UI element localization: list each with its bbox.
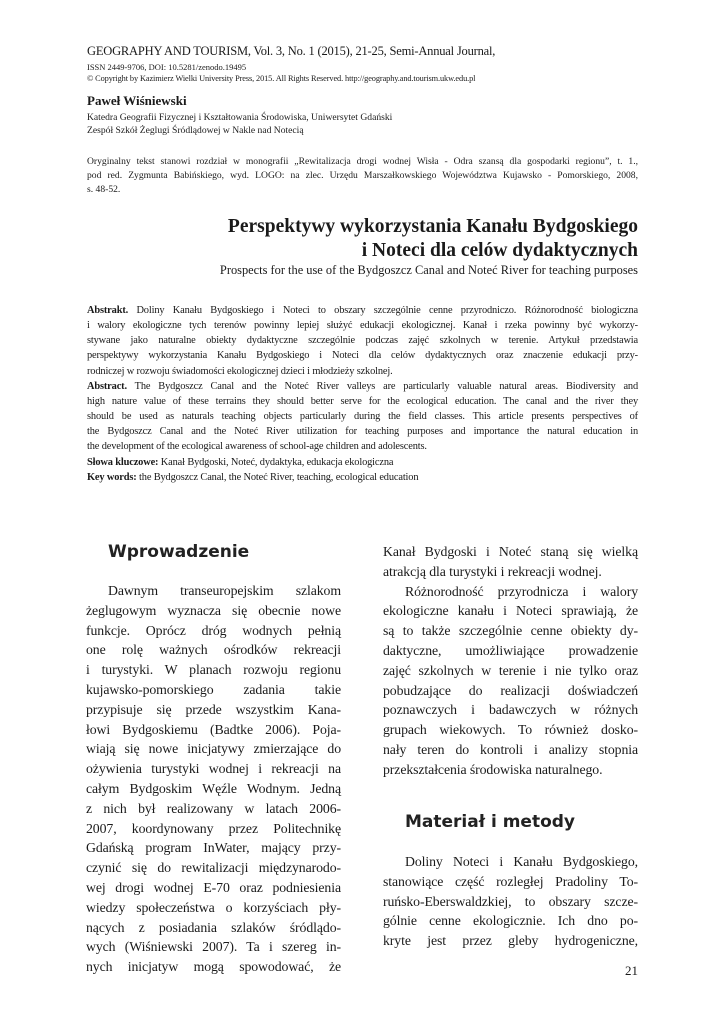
body-line: funkcje. Oprócz dróg wodnych pełnią (86, 622, 341, 638)
abstract-pl-line (87, 303, 638, 318)
author-name: Paweł Wiśniewski (87, 93, 187, 108)
body-line: są to także szczególnie cenne obiekty dy- (383, 623, 638, 639)
original-source-note (87, 155, 638, 197)
page-number: 21 (625, 963, 638, 978)
body-line: Różnorodność przyrodnicza i walory (405, 583, 638, 599)
abstract-en-line (87, 379, 638, 394)
affiliation-2: Zespół Szkół Żeglugi Śródlądowej w Nakle nad Notecią (87, 125, 304, 136)
abstract-pl-line: i walory ekologiczne tych terenów powinny lepiej służyć edukacji ekologicznej. Kanał i rzeka powinny być wykorzy- (87, 320, 638, 332)
body-line: ruńsko-Eberswaldzkiej, to obszary szcze- (383, 893, 638, 909)
body-line: daktyczne, umożliwiające prowadzenie (383, 642, 638, 658)
body-line: 2007, koordynowany przez Politechnikę (86, 820, 341, 836)
abstract-en-line: the Bydgoszcz Canal and the Noteć River utilization for teaching purposes and importance the natural education in (87, 426, 638, 438)
body-line: przekształcenia środowiska naturalnego. (383, 761, 603, 777)
note-line: pod red. Zygmunta Babińskiego, wyd. LOGO: na zlec. Urzędu Marszałkowskiego Województwa Kujawsko - Pomorskiego, 2008, (87, 170, 638, 181)
abstract-en-text: The Bydgoszcz Canal and the Noteć River valleys are particularly valuable natural areas. Biodiversity and (126, 380, 638, 392)
body-line: zajęć szkolnych w terenie i nie tylko oraz (383, 662, 638, 678)
body-line: żeglugowym wyznacza się obecnie nowe (86, 602, 341, 618)
body-line: gólnie cenne ekologicznie. Ich dno po- (383, 913, 638, 929)
keywords-en (87, 470, 638, 485)
body-line: grupach wiekowych. To również dosko- (383, 722, 638, 738)
body-line: atrakcją dla turystyki i rekreacji wodnej. (383, 563, 602, 579)
abstract-pl-line: stywane jako naturalne obiekty dydaktyczne szczególnie podczas zajęć szkolnych w terenie. Artykuł przedstawia (87, 335, 638, 347)
copyright-line: © Copyright by Kazimierz Wielki University Press, 2015. All Rights Reserved. http://geography.and.tourism.ukw.edu.pl (87, 74, 476, 83)
note-line: Oryginalny tekst stanowi rozdział w monografii „Rewitalizacja drogi wodnej Wisła - Odra szansą dla gospodarki regionu”, t. 1., (87, 156, 638, 167)
body-line: czynić się do rewitalizacji międzynarodo- (86, 860, 341, 876)
body-line: pobudzające do realizacji doświadczeń (383, 682, 638, 698)
keywords-pl (87, 455, 638, 470)
abstract-en-label: Abstract. (87, 380, 127, 392)
abstract-pl-label: Abstrakt. (87, 305, 129, 316)
body-line: przypisuje się przede wszystkim Kana- (86, 701, 341, 717)
keywords-pl-label: Słowa kluczowe: (87, 456, 159, 468)
body-line: nących z posiadania szlaków śródlądo- (86, 919, 341, 935)
abstract-pl-line: rodniczej w rozwoju świadomości ekologicznej dzieci i młodzieży szkolnej. (87, 365, 393, 377)
body-line: kryte jest przez gleby hydrogeniczne, (383, 933, 638, 949)
title-line-2: i Noteci dla celów dydaktycznych (361, 240, 638, 261)
body-line: wych (Wiśniewski 2007). Ta i szereg in- (86, 939, 341, 955)
issn-doi-line: ISSN 2449-9706, DOI: 10.5281/zenodo.19495 (87, 62, 247, 72)
right-column-text-section-2 (383, 852, 638, 951)
body-line: nych inicjatyw mogą spowodować, że (86, 959, 341, 975)
affiliation-1: Katedra Geografii Fizycznej i Kształtowania Środowiska, Uniwersytet Gdański (87, 112, 393, 123)
body-line: Gdańską program InWater, mający przy- (86, 840, 341, 856)
note-line: s. 48-52. (87, 184, 121, 195)
body-line: z nich był realizowany w latach 2006- (86, 800, 341, 816)
body-line: całym Bydgoskim Węźle Wodnym. Jedną (86, 780, 341, 796)
section-heading-material-and-methods: Materiał i metody (405, 812, 575, 832)
body-line: Doliny Noteci i Kanału Bydgoskiego, (405, 854, 638, 869)
body-line: ożywienia turystyki wodnej i rekreacji na (86, 761, 341, 777)
abstract-pl-text: Doliny Kanału Bydgoskiego i Noteci to obszary szczególnie cenne przyrodniczo. Różnorodność biologiczna (128, 305, 638, 316)
abstracts-block (87, 303, 638, 485)
body-line: wej drogi wodnej E-70 oraz podniesienia (86, 879, 341, 895)
abstract-pl-line: perspektywy wykorzystania Kanału Bydgoskiego i Noteci dla celów dydaktycznych oraz znaczenie edukacji przy- (87, 350, 638, 362)
title-line-1: Perspektywy wykorzystania Kanału Bydgoskiego (227, 216, 638, 237)
body-line: Dawnym transeuropejskim szlakom (108, 583, 341, 598)
body-line: poznawczych i badawczych w różnych (383, 702, 638, 718)
keywords-pl-text: Kanał Bydgoski, Noteć, dydaktyka, edukacja ekologiczna (158, 456, 394, 468)
section-heading-introduction: Wprowadzenie (108, 542, 250, 562)
abstract-en-line: the development of the ecological awareness of school-age children and adolescents. (87, 441, 427, 453)
article-title (228, 215, 638, 263)
keywords-en-text: the Bydgoszcz Canal, the Noteć River, teaching, ecological education (136, 471, 419, 483)
body-line: wiedzy społeczeństwa o korzyściach pły- (86, 899, 341, 915)
right-column-text (383, 542, 638, 780)
body-line: ekologiczne kanału i Noteci sprawiają, że (383, 603, 638, 619)
body-line: i turystyki. W planach rozwoju regionu (86, 662, 341, 678)
article-subtitle-english: Prospects for the use of the Bydgoszcz Canal and Noteć River for teaching purposes (219, 263, 638, 277)
body-line: stanowiące część rozległej Pradoliny To- (383, 873, 638, 889)
keywords-en-label: Key words: (87, 471, 137, 483)
body-line: nały teren do kontroli i analizy stopnia (383, 741, 638, 757)
body-line: Kanał Bydgoski i Noteć staną się wielką (383, 544, 638, 559)
body-line: wiają się nowe inicjatywy zmierzające do (86, 741, 341, 757)
abstract-en-line: high nature value of these terrains they should better serve for the ecological education. The canal and the river they (87, 395, 638, 407)
journal-header-line: GEOGRAPHY AND TOURISM, Vol. 3, No. 1 (2015), 21-25, Semi-Annual Journal, (87, 44, 496, 58)
left-column-text (86, 581, 341, 977)
abstract-en-line: should be used as naturals teaching objects particularly during the field classes. This article presents perspectives of (87, 411, 638, 423)
body-line: kujawsko-pomorskiego zadania takie (86, 681, 341, 697)
body-line: łowi Bydgoskiemu (Badtke 2006). Poja- (86, 721, 341, 737)
body-line: one rolę ważnych ośrodków rekreacji (86, 642, 341, 658)
